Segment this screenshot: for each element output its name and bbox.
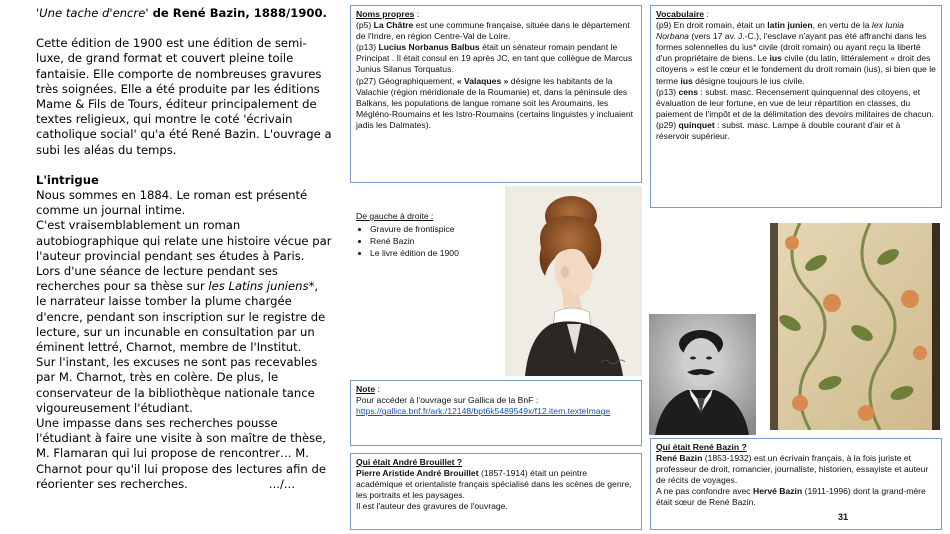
bazin-text-2: A ne pas confondre avec Hervé Bazin (1911-1996) dont la grand-mère était sœur de René Bazin. [656,486,926,508]
rene-bazin-portrait-image [649,314,756,435]
note-heading: Note [356,384,376,394]
document-title: 'Une tache d'encre' de René Bazin, 1888/1900. [36,6,327,20]
vocab-p29: (p29) quinquet : subst. masc. Lampe à double courant d'air et à réservoir supérieur. [656,119,901,142]
note-text: Pour accéder à l'ouvrage sur Gallica de la BnF : [356,395,539,406]
andre-brouillet-box [350,453,642,530]
continued-marker: .../... [268,476,295,491]
noms-propres-box: Noms propres : (p5) La Châtre est une commune française, située dans le département de l'Indre, en région Centre-Val de Loire. (p13) Lucius Norbanus Balbus était un sénateur romain pendant le Principat . Il était consul en 19 après JC, en tant que collègue de Marcus Junius Silanus Torquatus. (p27) Géographiquement, « Valaques » désigne les habitants de la Valachie (région méridionale de la Roumanie) et, dans la péninsule des Balkans, les populations de langue romane soit les Aroumains, les Mégléno-Roumains et les Istro-Roumains (certains linguistes y incluaient jadis les Dalmates). [350,5,642,183]
note-box: Note : Pour accéder à l'ouvrage sur Gallica de la BnF : https://gallica.bnf.fr/ark:/12148/bpt6k5489549x/f12.item.texteImage [350,380,642,446]
vocab-p9: (p9) En droit romain, était un latin junien, en vertu de la lex Iunia Norbana (vers 17 av. J.-C.), l'esclave n'ayant pas été affranchi dans les formes solennelles du ius* civile (droit romain) ou ayant reçu la liberté d'un propriétaire de biens. Le ius civile (du latin, littéralement « droit des citoyens » est le cœur et le fondement du droit romain (ius), si bien que le terme ius désigne toujours le ius civile. [656,20,936,86]
vocab-p13: (p13) cens : subst. masc. Recensement quinquennal des citoyens, et évaluation de leur fortune, en vue de leur répartition en classes, du paiement de l'impôt et de la délimitation des devoirs militaires de chacun. [656,86,934,119]
book-cover-1900-image [770,223,940,430]
caption-item: • René Bazin [370,235,496,247]
frontispiece-engraving-image [505,186,642,376]
intrigue-paragraph-1: Nous sommes en 1884. Le roman est présenté comme un journal intime. [36,188,308,218]
brouillet-heading: Qui était André Brouillet ? [356,457,463,467]
intrigue-heading: L'intrigue [36,172,99,187]
bazin-heading: Qui était René Bazin ? [656,442,747,452]
main-text-column [36,6,332,492]
noms-p5: (p5) La Châtre est une commune française, située dans le département de l'Indre, en région Centre-Val de Loire. [356,20,630,42]
noms-p13: (p13) Lucius Norbanus Balbus était un sénateur romain pendant le Principat . Il était consul en 19 après JC, en tant que collègue de Marcus Junius Silanus Torquatus. [356,42,633,75]
vocabulaire-heading: Vocabulaire [656,9,705,19]
intrigue-paragraph-4: Sur l'instant, les excuses ne sont pas recevables par M. Charnot, très en colère. De plus, le conservateur de la bibliothèque nationale tance vigoureusement l'étudiant. [36,355,318,415]
caption-item: • Le livre édition de 1900 [370,247,496,259]
gallica-link[interactable]: https://gallica.bnf.fr/ark:/12148/bpt6k5489549x/f12.item.texteImage [356,406,611,417]
noms-p27: (p27) Géographiquement, « Valaques » désigne les habitants de la Valachie (région méridionale de la Roumanie) et, dans la péninsule des Balkans, les populations de langue romane soit les Aroumains, les Mégléno-Roumains et les Istro-Roumains (certains linguistes y incluaient jadis les Dalmates). [356,75,634,130]
noms-propres-heading: Noms propres [356,9,415,19]
intrigue-paragraph-5: Une impasse dans ses recherches pousse l'étudiant à faire une visite à son maître de thèse, M. Flamaran qui lui propose de rencontrer… M. Charnot pour qu'il lui propose des lectures afin de réorienter ses recherches. .../... [36,416,326,491]
intrigue-paragraph-2: C'est vraisemblablement un roman autobiographique qui relate une histoire vécue par l'auteur provincial pendant ses études à Paris. [36,218,332,263]
page-number: 31 [838,512,849,522]
intrigue-paragraph-3: Lors d'une séance de lecture pendant ses recherches pour sa thèse sur les Latins juniens*, le narrateur laisse tomber la plume chargée d'encre, pendant son inscription sur le registre de lecture, sur un incunable en consultation par un éminent lettré, Charnot, membre de l'Institut. [36,264,326,355]
brouillet-text-2: Il est l'auteur des gravures de l'ouvrage. [356,501,508,512]
bazin-text: René Bazin (1853-1932) est un écrivain français, à la fois juriste et professeur de droit, romancier, journaliste, historien, essayiste et auteur de récits de voyages. [656,453,929,486]
captions-heading: De gauche à droite : [356,211,434,221]
vocabulaire-box: Vocabulaire : (p9) En droit romain, était un latin junien, en vertu de la lex Iunia Norbana (vers 17 av. J.-C.), l'esclave n'ayant pas été affranchi dans les formes solennelles du ius* civile (droit romain) ou ayant reçu la liberté d'un propriétaire de biens. Le ius civile (du latin, littéralement « droit des citoyens » est le cœur et le fondement du droit romain (ius), si bien que le terme ius désigne toujours le ius civile. (p13) cens : subst. masc. Recensement quinquennal des citoyens, et évaluation de leur fortune, en vue de leur répartition en classes, du paiement de l'impôt et de la délimitation des devoirs militaires de chacun. (p29) quinquet : subst. masc. Lampe à double courant d'air et à réservoir supérieur. [650,5,942,208]
edition-paragraph: Cette édition de 1900 est une édition de semi-luxe, de grand format et couvert pleine toile fantaisie. Elle comporte de nombreuses gravures très soignées. Elle a été produite par les éditions Mame & Fils de Tours, éditeur principalement de textes religieux, qui montre le coté 'écrivain catholique social' qu'a été René Bazin. L'ouvrage a subi les aléas du temps. [36,36,332,157]
rene-bazin-box [650,438,942,530]
brouillet-text: Pierre Aristide André Brouillet (1857-1914) était un peintre académique et orientaliste français spécialisé dans les scènes de genre, les portraits et les paysages. [356,468,632,501]
caption-item: • Gravure de frontispice [370,223,496,235]
image-captions [356,210,496,259]
